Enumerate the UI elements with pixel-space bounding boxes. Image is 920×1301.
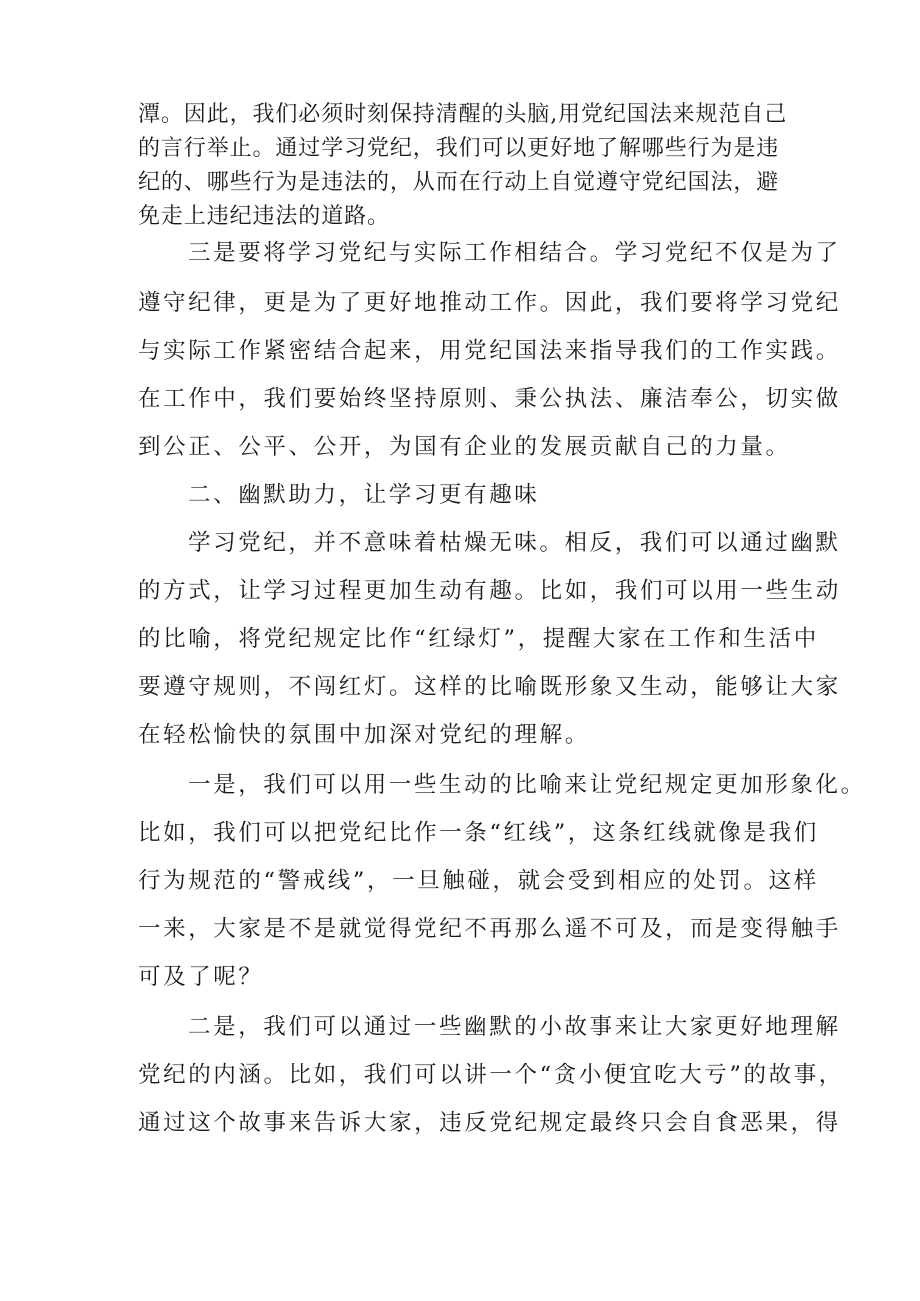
text-line: 通过这个故事来告诉大家，违反党纪规定最终只会自食恶果，得 [138, 1110, 841, 1136]
text-line: 一是，我们可以用一些生动的比喻来让党纪规定更加形象化。 [188, 772, 866, 798]
text-line: 潭。因此，我们必须时刻保持清醒的头脑,用党纪国法来规范自己 [138, 102, 788, 127]
text-line: 在轻松愉快的氛围中加深对党纪的理解。 [138, 722, 590, 748]
text-line: 党纪的内涵。比如，我们可以讲一个“贪小便宜吃大亏”的故事， [138, 1062, 844, 1088]
section-heading: 二、幽默助力，让学习更有趣味 [188, 482, 540, 508]
text-line: 学习党纪，并不意味着枯燥无味。相反，我们可以通过幽默 [188, 530, 841, 556]
text-line: 的言行举止。通过学习党纪，我们可以更好地了解哪些行为是违 [138, 136, 780, 161]
text-line: 可及了呢？ [138, 964, 264, 990]
text-line: 在工作中，我们要始终坚持原则、秉公执法、廉洁奉公，切实做 [138, 386, 841, 412]
text-line: 三是要将学习党纪与实际工作相结合。学习党纪不仅是为了 [188, 240, 841, 266]
text-line: 免走上违纪违法的道路。 [138, 204, 390, 229]
text-line: 的比喻，将党纪规定比作“红绿灯”，提醒大家在工作和生活中 [138, 626, 819, 652]
text-line: 到公正、公平、公开，为国有企业的发展贡献自己的力量。 [138, 434, 791, 460]
text-line: 遵守纪律，更是为了更好地推动工作。因此，我们要将学习党纪 [138, 290, 841, 316]
text-line: 二是，我们可以通过一些幽默的小故事来让大家更好地理解 [188, 1014, 841, 1040]
text-line: 与实际工作紧密结合起来，用党纪国法来指导我们的工作实践。 [138, 338, 841, 364]
text-line: 比如，我们可以把党纪比作一条“红线”，这条红线就像是我们 [138, 820, 819, 846]
text-line: 行为规范的“警戒线”，一旦触碰，就会受到相应的处罚。这样 [138, 868, 819, 894]
text-line: 的方式，让学习过程更加生动有趣。比如，我们可以用一些生动 [138, 578, 841, 604]
text-line: 纪的、哪些行为是违法的，从而在行动上自觉遵守党纪国法，避 [138, 170, 780, 195]
text-line: 要遵守规则，不闯红灯。这样的比喻既形象又生动，能够让大家 [138, 674, 841, 700]
text-line: 一来，大家是不是就觉得党纪不再那么遥不可及，而是变得触手 [138, 916, 841, 942]
